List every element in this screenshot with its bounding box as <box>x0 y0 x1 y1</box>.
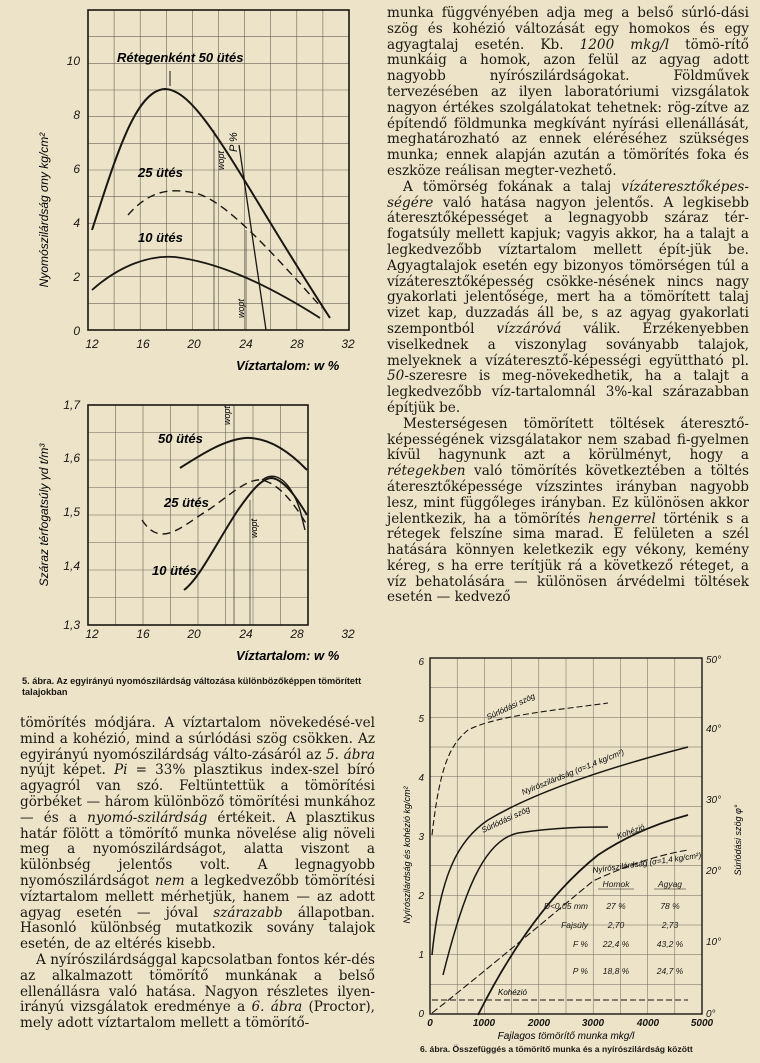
fig6-yright-10: 10° <box>706 937 722 948</box>
figure-6-caption: 6. ábra. Összefüggés a tömörítő munka és a nyírószilárdság között <box>420 1044 693 1054</box>
top-xtick-20: 20 <box>187 337 201 351</box>
fig6-table-row0-v1: 27 % <box>606 901 626 911</box>
fig6-label-frict-sand: Súrlódási szög <box>485 691 537 722</box>
fig6-label-cohesion: Kohézió <box>615 822 646 841</box>
figure-5-top-chart <box>37 10 355 373</box>
bottom-label-10: 10 ütés <box>152 563 197 578</box>
fig6-table-row0-label: D<0,05 mm <box>543 901 588 911</box>
fig6-table-row3-v1: 18,8 % <box>602 966 630 976</box>
top-label-50: Rétegenként 50 ütés <box>117 50 244 65</box>
fig6-table-row1-v1: 2,70 <box>607 920 625 930</box>
fig6-table-row2-v1: 22,4 % <box>602 939 630 949</box>
left-paragraph-2: A nyírószilárdsággal kapcsolatban fontos kér-dés az alkalmazott tömörítő munkának a belső ellenállásra való hatása. Nagyon részletes ilyen-irányú vizsgálatok eredménye a 6. ábra (Proctor), mely adott víztartalom mellett a tömörítő- <box>20 951 375 1032</box>
fig6-ylabel-right: Súrlódási szög φ° <box>733 804 743 876</box>
figure-5-bottom-chart <box>37 398 355 663</box>
top-label-wopt-2: wopt <box>236 298 246 318</box>
fig6-yleft-0: 0 <box>418 1009 424 1020</box>
fig6-yleft-1: 1 <box>418 950 424 961</box>
fig6-yleft-5: 5 <box>418 714 424 725</box>
top-xtick-16: 16 <box>136 337 150 351</box>
top-xtick-28: 28 <box>290 337 304 351</box>
bottom-label-50: 50 ütés <box>158 431 203 446</box>
top-label-P: P % <box>228 132 240 152</box>
fig6-xtick-3000: 3000 <box>581 1018 605 1029</box>
top-ytick-6: 6 <box>73 162 80 176</box>
top-ytick-0: 0 <box>73 324 80 338</box>
fig6-table-row1-v2: 2,73 <box>661 920 679 930</box>
bottom-xtick-28: 28 <box>290 627 304 641</box>
bottom-xtick-12: 12 <box>85 627 99 641</box>
fig6-yright-30: 30° <box>706 795 722 806</box>
top-xtick-32: 32 <box>341 337 355 351</box>
bottom-ytick-1.6: 1,6 <box>63 451 80 465</box>
fig6-yleft-2: 2 <box>418 891 424 902</box>
bottom-label-wopt-2: wopt <box>249 518 259 538</box>
fig6-table-row3-label: P % <box>572 966 588 976</box>
fig6-ylabel-left: Nyírószilárdság és kohézió kg/cm² <box>402 786 412 924</box>
top-curve-25 <box>128 191 322 308</box>
fig6-yleft-6: 6 <box>418 657 424 668</box>
top-label-10: 10 ütés <box>138 230 183 245</box>
bottom-ytick-1.3: 1,3 <box>63 618 80 632</box>
fig6-yleft-3: 3 <box>418 832 424 843</box>
top-ylabel: Nyomószilárdság σny kg/cm² <box>37 132 51 288</box>
bottom-label-25: 25 ütés <box>164 495 209 510</box>
fig6-label-frict-clay: Súrlódási szög <box>480 804 532 835</box>
fig6-label-shear-clay: Nyírószilárdság (σ=1,4 kg/cm²) <box>592 850 702 875</box>
fig6-table-row1-label: Fajsúly <box>561 920 588 930</box>
fig6-table-row2-label: F % <box>573 939 588 949</box>
left-column-text <box>20 716 375 1032</box>
figure-6 <box>388 655 758 1055</box>
fig6-table-row3-v2: 24,7 % <box>656 966 684 976</box>
right-paragraph-3: Mesterségesen tömörített töltések áteresztő-képességének vizsgálatakor nem szabad fi-gyelmen kívül hagynunk azt a körülményt, hogy a rétegekben való tömörítés következtében a töltés áteresztőképessége vízszintes irányban nagyobb lesz, mint függőleges irányban. Ez különösen akkor jelentkezik, ha a tömörítés hengerrel történik s a rétegek felszíne sima marad. E felületen a szél hatására könnyen keletkezik egy vékony, kemény kéreg, s ha erre terítjük rá a következő réteget, a víz behatolására — különösen árvédelmi töltések esetén — kedvező <box>387 415 749 606</box>
right-paragraph-2: A tömörség fokának a talaj vízáteresztőképes-ségére való hatása nagyon jelentős. A legkisebb áteresztőképességet a legnagyobb száraz tér-fogatsúly mellett kapjuk; vagyis akkor, ha a talajt a legkedvezőbb víztartalom mellett épít-jük be. Agyagtalajok esetén egy bizonyos tömörségen túl a vízáteresztőképesség csökke-nésének nincs nagy gyakorlati jelentősége, mert ha a tömörített talaj vizet kap, duzzadás áll be, s az agyag gyakorlati szempontból vízzáróvá válik. Érzékenyebben viselkednek a viszonylag soványabb talajok, melyeknek a vízáteresztő-képességi együttható pl. 50-szeresre is meg-növekedhetik, ha a talajt a legkedvezőbb víz-tartalomnál 3%-kal szárazabban építjük be. <box>387 178 749 416</box>
bottom-xtick-16: 16 <box>136 627 150 641</box>
fig6-table-row2-v2: 43,2 % <box>656 939 684 949</box>
bottom-xtick-20: 20 <box>187 627 201 641</box>
right-paragraph-1: munka függvényében adja meg a belső súrló-dási szög és kohézió változását egy homokos és egy agyagtalaj esetén. Kb. 1200 mkg/l tömö-rítő munkáig a homok, azon felül az agyag adott nagyobb nyírószilárdságokat. Földművek tervezésében az ilyen laboratóriumi vizsgálatok nagyon értékes szolgálatokat tehetnek: rög-zítve az építendő földmunka megkívánt nyírási ellenállását, meghatározható az ennek eléréséhez szükséges munka; ennek alapján azután a tömörítés foka és eszköze reálisan megter-vezhető. <box>387 5 749 179</box>
top-label-25: 25 ütés <box>138 165 183 180</box>
fig6-yright-50: 50° <box>706 655 722 666</box>
fig6-table-col1: Homok <box>602 879 630 889</box>
fig6-xtick-0: 0 <box>427 1018 433 1029</box>
bottom-xtick-24: 24 <box>239 627 253 641</box>
bottom-ylabel: Száraz térfogatsúly γd t/m³ <box>37 443 51 587</box>
top-ytick-4: 4 <box>73 216 80 230</box>
bottom-xlabel: Víztartalom: w % <box>236 648 340 663</box>
bottom-xtick-32: 32 <box>341 627 355 641</box>
bottom-label-wopt-1: wopt <box>222 405 232 425</box>
fig6-curve-shear-clay <box>432 850 688 1013</box>
bottom-ytick-1.4: 1,4 <box>63 559 80 573</box>
bottom-ytick-1.5: 1,5 <box>63 505 80 519</box>
fig6-yright-40: 40° <box>706 724 722 735</box>
top-ytick-8: 8 <box>73 108 80 122</box>
left-paragraph-1: tömörítés módjára. A víztartalom növekedésé-vel mind a kohézió, mind a súrlódási szög csökken. Az egyirányú nyomószilárdság válto-zásáról az 5. ábra nyújt képet. Pi = 33% plasztikus index-szel bíró agyagról van szó. Feltüntettük a tömörítési görbéket — három különböző tömörítési munkához — és a nyomó-szilárdság értékeit. A plasztikus határ fölött a tömörítő munka növelése alig növeli meg a nyomószilárdságot, alatta viszont a különbség jelentős volt. A legnagyobb nyomószilárdságot nem a legkedvezőbb tömörítési víztartalom mellett mérhetjük, hanem — az adott agyag esetén — jóval szárazabb állapotban. Hasonló különbség mutatkozik sovány talajok esetén, de az eltérés kisebb. <box>20 715 375 953</box>
fig6-table-col2: Agyag <box>657 879 683 889</box>
fig6-yright-0: 0° <box>706 1009 716 1020</box>
fig6-label-shear-sand: Nyírószilárdság (σ=1,4 kg/cm²) <box>520 747 626 797</box>
bottom-ytick-1.7: 1,7 <box>63 398 80 412</box>
right-column-text <box>387 6 749 606</box>
fig6-label-cohesion-sand: Kohézió <box>498 988 527 997</box>
fig6-xlabel: Fajlagos tömörítő munka mkg/l <box>497 1031 635 1042</box>
fig6-xtick-5000: 5000 <box>690 1018 714 1029</box>
figure-5 <box>0 0 385 665</box>
fig6-yright-20: 20° <box>706 866 722 877</box>
top-curve-10 <box>92 257 320 318</box>
top-curve-50 <box>92 89 330 318</box>
top-xtick-12: 12 <box>85 337 99 351</box>
top-ytick-10: 10 <box>66 54 80 68</box>
top-label-wopt-1: wopt <box>216 150 226 170</box>
fig6-yleft-4: 4 <box>418 773 424 784</box>
fig6-xtick-1000: 1000 <box>472 1018 496 1029</box>
fig6-xtick-2000: 2000 <box>527 1018 551 1029</box>
fig6-curve-cohesion <box>478 815 688 1015</box>
top-ytick-2: 2 <box>73 270 80 284</box>
top-xlabel: Víztartalom: w % <box>236 358 340 373</box>
fig6-table <box>544 879 686 976</box>
top-xtick-24: 24 <box>239 337 253 351</box>
fig6-xtick-4000: 4000 <box>636 1018 660 1029</box>
fig6-table-row0-v2: 78 % <box>660 901 680 911</box>
figure-5-caption: 5. ábra. Az egyirányú nyomószilárdság változása különbözőképpen tömörített talajokban <box>22 676 362 697</box>
